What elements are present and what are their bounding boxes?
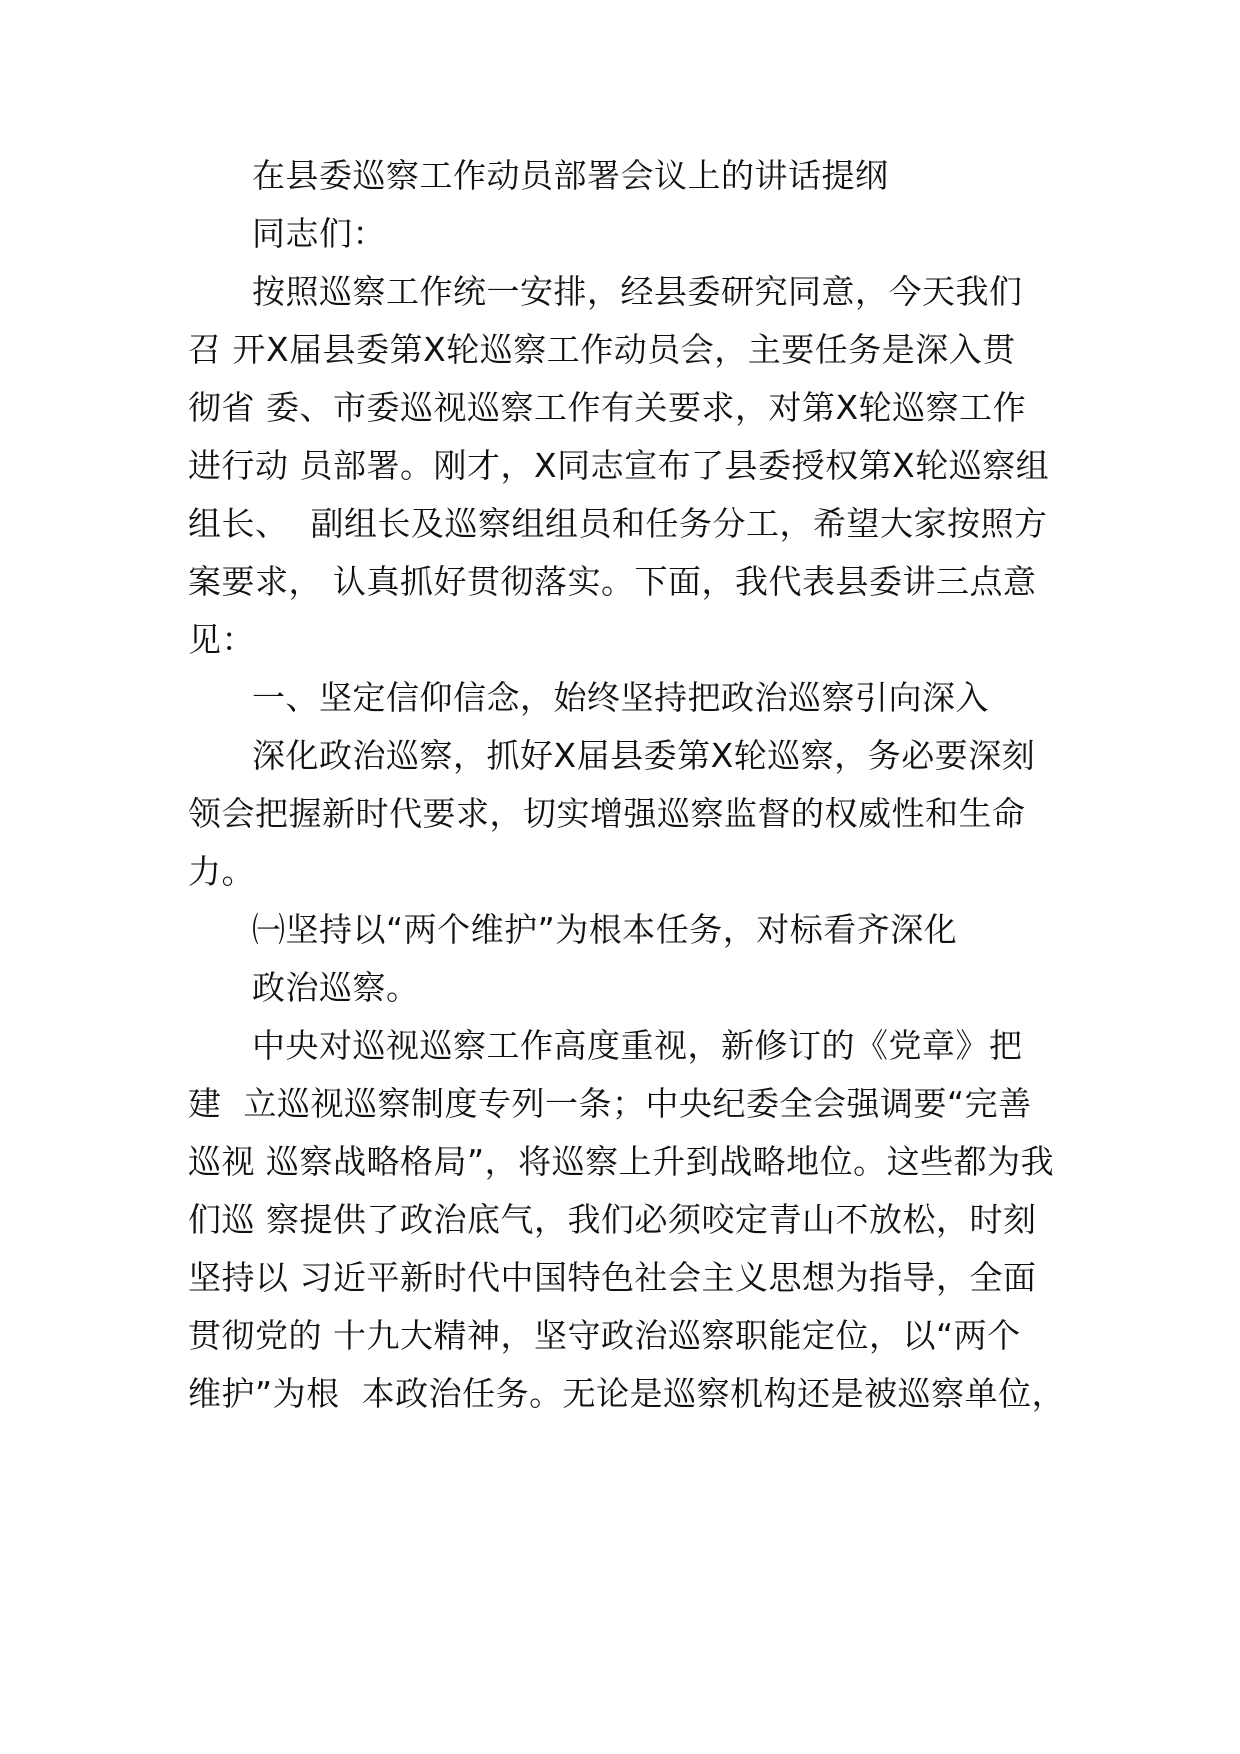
paragraph-line: 案要求， 认真抓好贯彻落实。下面，我代表县委讲三点意	[188, 562, 1037, 601]
salutation: 同志们：	[252, 214, 386, 253]
paragraph-line: 召 开Ⅹ届县委第Ⅹ轮巡察工作动员会，主要任务是深入贯	[188, 330, 1016, 369]
paragraph-line: 领会把握新时代要求，切实增强巡察监督的权威性和生命	[188, 794, 1026, 833]
paragraph-line: 组长、 副组长及巡察组组员和任务分工，希望大家按照方	[188, 504, 1048, 543]
paragraph-line: 巡视 巡察战略格局”，将巡察上升到战略地位。这些都为我	[188, 1142, 1055, 1181]
paragraph-line: 按照巡察工作统一安排，经县委研究同意，今天我们	[252, 272, 1023, 311]
paragraph-line: 力。	[188, 852, 255, 891]
paragraph-line: 深化政治巡察，抓好Ⅹ届县委第Ⅹ轮巡察，务必要深刻	[252, 736, 1036, 775]
paragraph-line: 贯彻党的 十九大精神，坚守政治巡察职能定位，以“两个	[188, 1316, 1021, 1355]
paragraph-line: 维护”为根 本政治任务。无论是巡察机构还是被巡察单位，	[188, 1374, 1066, 1413]
subsection-heading: ㈠坚持以“两个维护”为根本任务，对标看齐深化	[252, 910, 958, 949]
paragraph-line: 进行动 员部署。刚才，Ⅹ同志宣布了县委授权第Ⅹ轮巡察组	[188, 446, 1050, 485]
paragraph-line: 坚持以 习近平新时代中国特色社会主义思想为指导，全面	[188, 1258, 1037, 1297]
subsection-heading: 政治巡察。	[252, 968, 420, 1007]
section-heading: 一、坚定信仰信念，始终坚持把政治巡察引向深入	[252, 678, 989, 717]
paragraph-line: 建 立巡视巡察制度专列一条；中央纪委全会强调要“完善	[188, 1084, 1032, 1123]
paragraph-line: 们巡 察提供了政治底气，我们必须咬定青山不放松，时刻	[188, 1200, 1037, 1239]
document-title: 在县委巡察工作动员部署会议上的讲话提纲	[252, 156, 889, 195]
paragraph-line: 彻省 委、市委巡视巡察工作有关要求，对第Ⅹ轮巡察工作	[188, 388, 1027, 427]
paragraph-line: 中央对巡视巡察工作高度重视，新修订的《党章》把	[252, 1026, 1023, 1065]
paragraph-line: 见：	[188, 620, 255, 659]
